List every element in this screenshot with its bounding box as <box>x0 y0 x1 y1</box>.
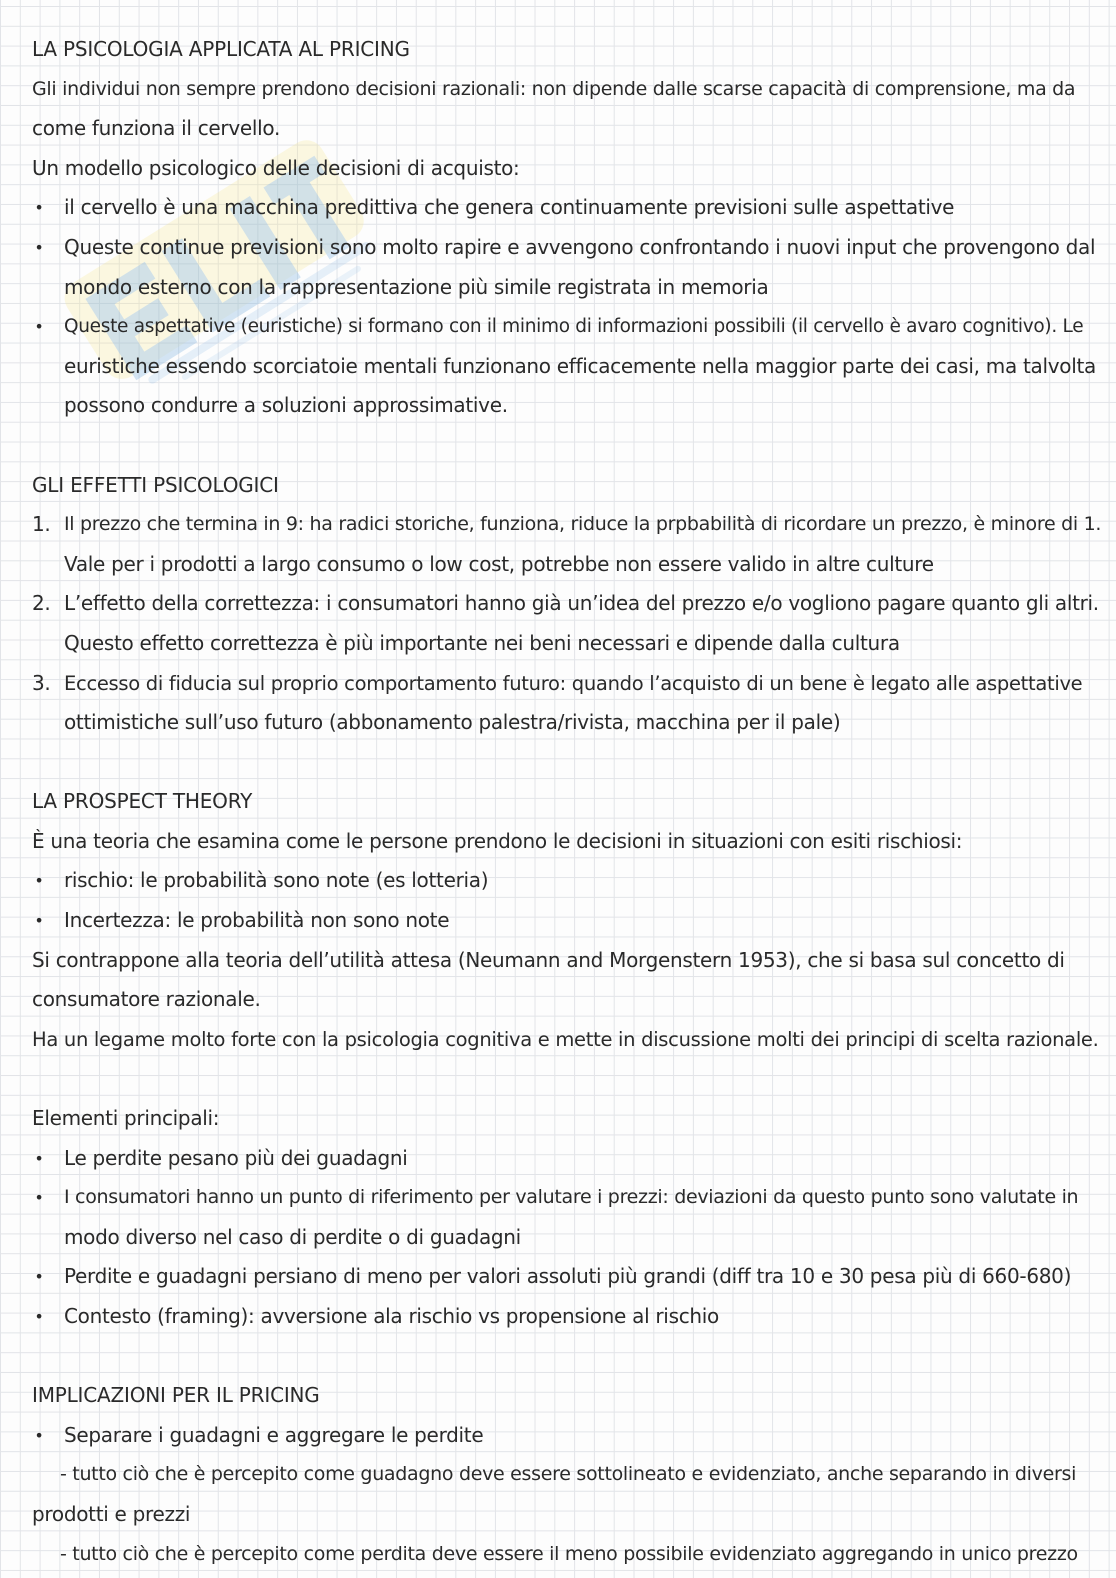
numbered-item <box>32 584 1099 663</box>
elements-title: Elementi principali: <box>32 1106 220 1131</box>
section-heading-psicologia: LA PSICOLOGIA APPLICATA AL PRICING <box>32 37 410 61</box>
bullet-text: il cervello è una macchina predittiva che genera continuamente previsioni sulle aspettative <box>64 195 955 220</box>
bullet-text: mondo esterno con la rappresentazione più simile registrata in memoria <box>64 274 769 299</box>
item-number: 1. <box>32 512 51 537</box>
bullet-item <box>32 1139 1092 1179</box>
paragraph-line: Si contrappone alla teoria dell’utilità attesa (Neumann and Morgenstern 1953), che si basa sul concetto di <box>32 947 1065 972</box>
bullet-icon: • <box>34 871 44 891</box>
spacer <box>32 743 1092 783</box>
spacer <box>32 426 1092 466</box>
bullet-icon: • <box>34 1148 44 1168</box>
section-heading-implicazioni: IMPLICAZIONI PER IL PRICING <box>32 1383 320 1408</box>
bullet-text: Contesto (framing): avversione ala rischio vs propensione al rischio <box>64 1304 719 1328</box>
item-text: Il prezzo che termina in 9: ha radici storiche, funziona, riduce la prpbabilità di ricordare un prezzo, è minore di 1. <box>64 513 1102 536</box>
paragraph-line: Ha un legame molto forte con la psicologia cognitiva e mette in discussione molti dei principi di scelta razionale. <box>32 1027 1099 1051</box>
bullet-text: Incertezza: le probabilità non sono note <box>64 908 450 933</box>
bullet-item <box>32 188 1092 228</box>
item-text: Vale per i prodotti a largo consumo o low cost, potrebbe non essere valido in altre culture <box>64 551 934 576</box>
item-text: ottimistiche sull’uso futuro (abbonamento palestra/rivista, macchina per il pale) <box>64 710 841 735</box>
bullet-item <box>32 228 1096 307</box>
bullet-icon: • <box>34 911 44 931</box>
bullet-item <box>32 1297 1092 1337</box>
paragraph-line: prodotti e prezzi <box>32 1501 191 1526</box>
bullet-text: euristiche essendo scorciatoie mentali funzionano efficacemente nella maggior parte dei casi, ma talvolta <box>64 353 1096 378</box>
spacer <box>32 1337 1092 1377</box>
bullet-icon: • <box>34 1188 44 1208</box>
bullet-item <box>32 1178 1092 1257</box>
bullet-text: Separare i guadagni e aggregare le perdite <box>64 1422 484 1447</box>
bullet-icon: • <box>34 237 44 257</box>
item-number: 3. <box>32 670 51 695</box>
bullet-text: Perdite e guadagni persiano di meno per valori assoluti più grandi (diff tra 10 e 30 pesa più di 660-680) <box>64 1264 1072 1289</box>
paragraph-line: Gli individui non sempre prendono decisioni razionali: non dipende dalle scarse capacità di comprensione, ma da <box>32 77 1076 100</box>
bullet-item <box>32 1416 1092 1456</box>
item-text: L’effetto della correttezza: i consumatori hanno già un’idea del prezzo e/o vogliono pagare quanto gli altri. <box>64 591 1099 616</box>
bullet-icon: • <box>34 317 44 337</box>
bullet-text: I consumatori hanno un punto di riferimento per valutare i prezzi: deviazioni da questo punto sono valutate in <box>64 1186 1079 1209</box>
bullet-item <box>32 901 1092 941</box>
bullet-icon: • <box>34 198 44 218</box>
item-text: Questo effetto correttezza è più importante nei beni necessari e dipende dalla cultura <box>64 630 900 655</box>
bullet-text: possono condurre a soluzioni approssimative. <box>64 393 508 418</box>
bullet-text: rischio: le probabilità sono note (es lotteria) <box>64 868 489 893</box>
bullet-text: Queste continue previsioni sono molto rapire e avvengono confrontando i nuovi input che provengono dal <box>64 234 1096 259</box>
paragraph-line: È una teoria che esamina come le persone prendono le decisioni in situazioni con esiti rischiosi: <box>32 828 963 853</box>
numbered-item <box>32 664 1092 743</box>
paragraph-line: Un modello psicologico delle decisioni di acquisto: <box>32 155 520 180</box>
bullet-item <box>32 1257 1092 1297</box>
bullet-item <box>32 307 1096 426</box>
paragraph-line: consumatore razionale. <box>32 987 261 1012</box>
item-number: 2. <box>32 591 51 616</box>
bullet-icon: • <box>34 1267 44 1287</box>
dash-line: - tutto ciò che è percepito come perdita deve essere il meno possibile evidenziato aggregando in unico prezzo <box>60 1542 1078 1565</box>
paragraph-line: come funziona il cervello. <box>32 116 281 141</box>
bullet-text: Queste aspettative (euristiche) si formano con il minimo di informazioni possibili (il cervello è avaro cognitivo). Le <box>64 316 1084 338</box>
bullet-text: Le perdite pesano più dei guadagni <box>64 1145 408 1170</box>
item-text: Eccesso di fiducia sul proprio comportamento futuro: quando l’acquisto di un bene è legato alle aspettative <box>64 671 1083 695</box>
bullet-icon: • <box>34 1307 44 1326</box>
section-heading-effetti: GLI EFFETTI PSICOLOGICI <box>32 472 279 497</box>
bullet-item <box>32 861 1092 901</box>
numbered-item <box>32 505 1102 584</box>
dash-line: - tutto ciò che è percepito come guadagno deve essere sottolineato e evidenziato, anche separando in diversi <box>60 1463 1077 1486</box>
section-heading-prospect: LA PROSPECT THEORY <box>32 789 253 814</box>
spacer <box>32 1059 1092 1099</box>
bullet-text: modo diverso nel caso di perdite o di guadagni <box>64 1224 521 1249</box>
notes-page <box>32 30 1102 1574</box>
bullet-icon: • <box>34 1425 44 1445</box>
